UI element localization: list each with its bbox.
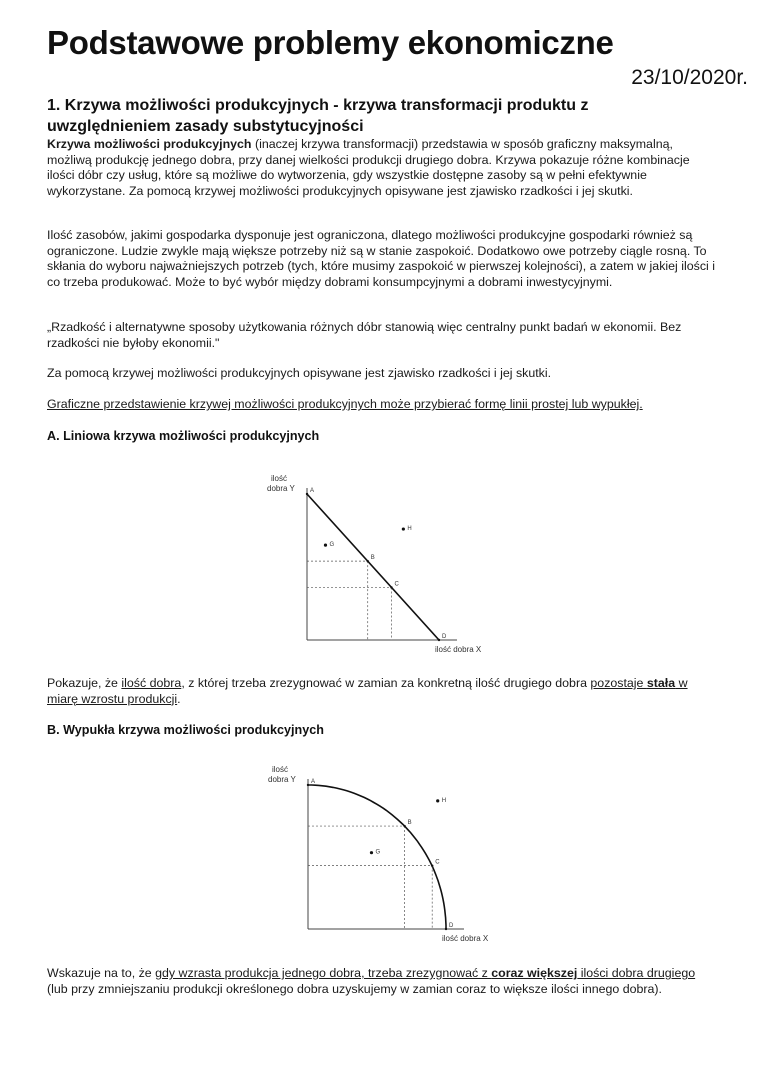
document-date: 23/10/2020r. xyxy=(631,66,748,89)
text-fragment: . xyxy=(177,691,181,706)
point-label-a: A xyxy=(310,488,315,494)
paragraph-resources: Ilość zasobów, jakimi gospodarka dysponuje jest ograniczona, dlatego możliwości produkcyjne gospodarki również są ograniczone. Ludzie zwykle mają większe potrzeby niż są w stanie zaspokoić. Dodatkowo owe potrzeby ciągle rosną. To skłania do wyboru najważniejszych potrzeb (tych, które musimy zaspokoić w pierwszej kolejności), a zatem w jakiej ilości i co trzeba produkować. Może to być wybór między dobrami konsumpcyjnymi a dobrami inwestycyjnymi. xyxy=(47,228,715,289)
point-c xyxy=(431,864,433,866)
x-axis-label: ilość dobra X xyxy=(435,645,482,654)
paragraph-quote: „Rzadkość i alternatywne sposoby użytkowania różnych dóbr stanowią więc centralny punkt badań w ekonomii. Bez rzadkości nie byłoby ekonomii." xyxy=(47,320,682,350)
section-heading: 1. Krzywa możliwości produkcyjnych - krzywa transformacji produktu z uwzględnieniem zasady substytucyjności xyxy=(47,97,589,135)
point-label-d: D xyxy=(442,634,447,640)
page-title: Podstawowe problemy ekonomiczne xyxy=(47,24,614,61)
text-fragment-underlined: w miarę wzrostu produkcji xyxy=(47,676,688,706)
point-d xyxy=(445,928,447,930)
text-fragment: Wskazuje na to, że xyxy=(47,966,156,980)
point-label-h: H xyxy=(441,797,447,804)
subsection-b-heading: B. Wypukła krzywa możliwości produkcyjnych xyxy=(47,723,324,737)
point-label-a: A xyxy=(311,779,316,785)
point-a xyxy=(307,784,309,786)
text-fragment-bold: coraz większej xyxy=(491,966,578,980)
text-fragment-underlined: pozostaje xyxy=(590,676,647,690)
definition-text: (inaczej krzywa transformacji) przedstawia w sposób graficzny maksymalną, możliwą produkcję jednego dobra, przy danej wielkości produkcji drugiego dobra. Krzywa pokazuje różne kombinacje ilości dóbr czy usług, które są możliwe do wytworzenia, gdy wszystkie dostępne zasoby są w pełni efektywnie wykorzystane. Za pomocą krzywej możliwości produkcyjnych opisywane jest zjawisko rzadkości i jej skutki. xyxy=(47,137,690,198)
definition-term: Krzywa możliwości produkcyjnych xyxy=(47,137,252,151)
point-g xyxy=(370,851,373,854)
paragraph-scarcity: Za pomocą krzywej możliwości produkcyjnych opisywane jest zjawisko rzadkości i jej skutki. xyxy=(47,366,552,380)
text-fragment-underlined: ilość dobra xyxy=(121,676,182,690)
point-label-h: H xyxy=(407,526,412,533)
x-axis-label: ilość dobra X xyxy=(442,934,489,943)
paragraph-graphic-forms: Graficzne przedstawienie krzywej możliwości produkcyjnych może przybierać formę linii prostej lub wypukłej. xyxy=(47,397,643,411)
text-fragment-underlined: ilości dobra drugiego xyxy=(577,966,696,980)
y-axis-label: dobra Y xyxy=(268,775,296,784)
point-b xyxy=(403,825,405,827)
point-label-g: G xyxy=(375,849,381,856)
point-h xyxy=(436,799,439,802)
point-label-g: G xyxy=(329,542,335,549)
point-label-d: D xyxy=(449,923,454,929)
point-label-c: C xyxy=(394,581,399,588)
text-fragment: Pokazuje, że xyxy=(47,676,122,690)
y-axis-label: ilość xyxy=(272,765,289,774)
text-fragment: , z której trzeba zrezygnować w zamian za konkretną ilość drugiego dobra xyxy=(181,676,591,690)
point-label-b: B xyxy=(407,820,412,827)
subsection-a-heading: A. Liniowa krzywa możliwości produkcyjnych xyxy=(47,429,320,443)
text-fragment: (lub przy zmniejszaniu produkcji określonego dobra uzyskujemy w zamian coraz to większe ilości innego dobra). xyxy=(47,981,662,996)
text-fragment-underlined: gdy wzrasta produkcja jednego dobra, trzeba zrezygnować z xyxy=(155,966,492,980)
paragraph-concave-explanation xyxy=(47,966,717,997)
point-label-c: C xyxy=(435,859,440,866)
y-axis-label: dobra Y xyxy=(267,484,295,493)
text-fragment-bold: stała xyxy=(646,676,676,690)
y-axis-label: ilość xyxy=(271,474,288,483)
ppf-curve xyxy=(308,785,446,929)
point-label-b: B xyxy=(370,555,375,562)
